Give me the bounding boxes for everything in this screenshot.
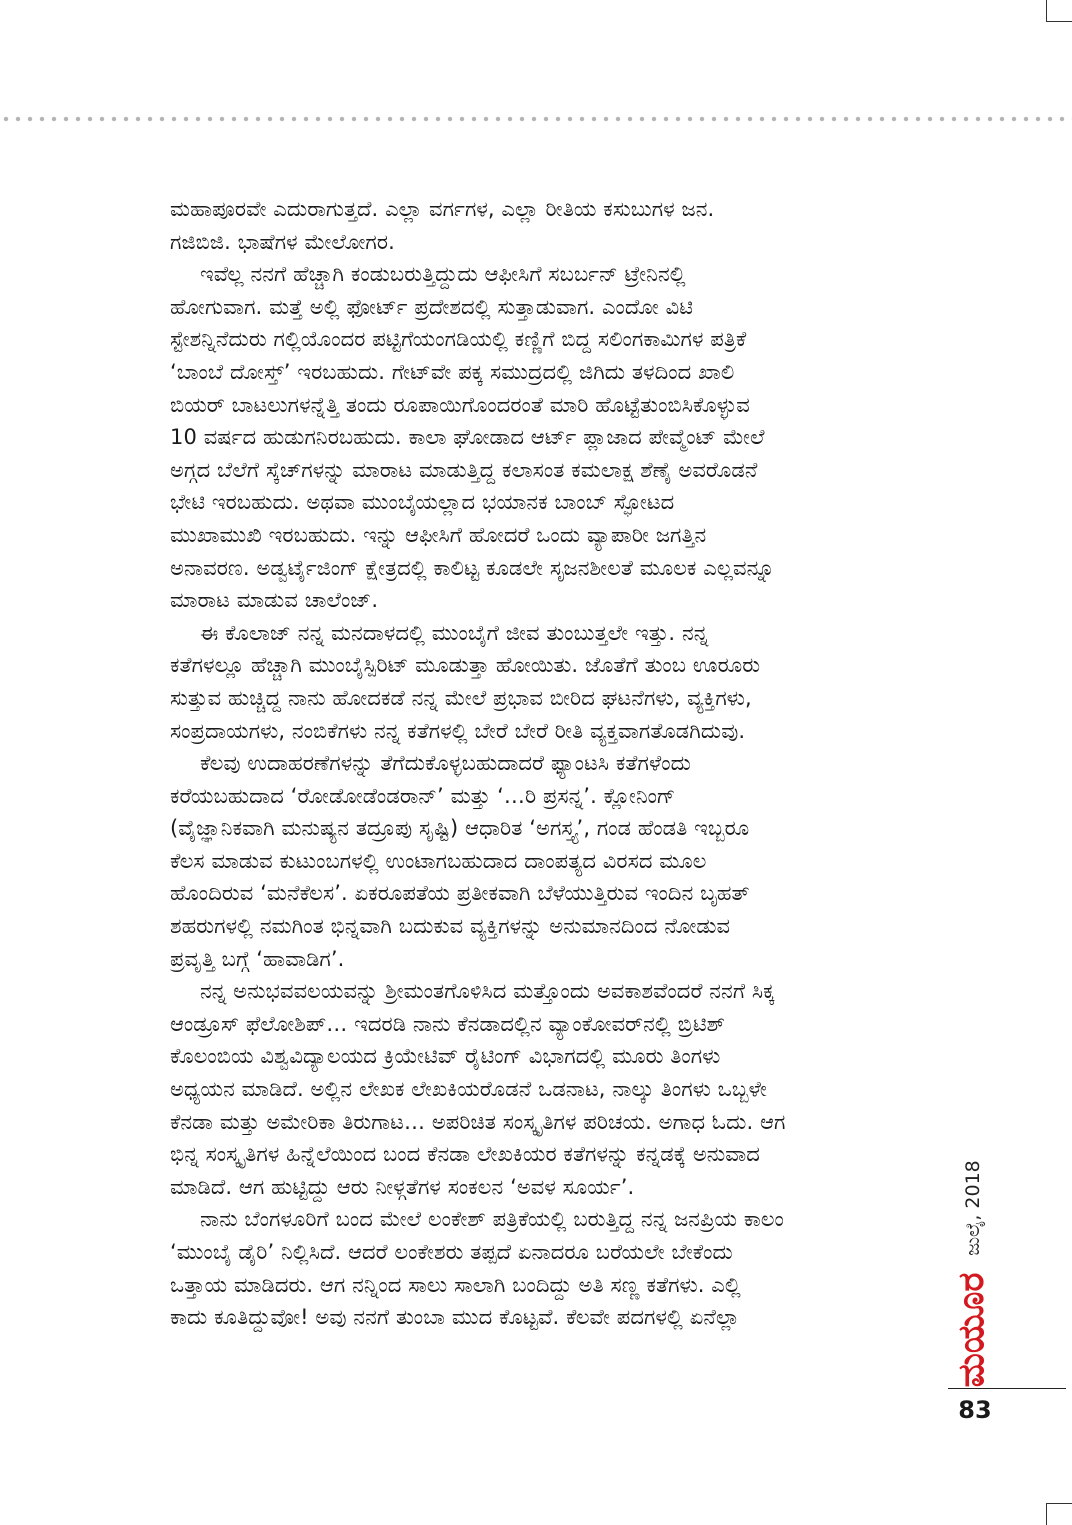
crop-mark-bottom-right-horizontal [1046, 1503, 1072, 1504]
article-line: ಮುಖಾಮುಖಿ ಇರಬಹುದು. ಇನ್ನು ಆಫೀಸಿಗೆ ಹೋದರೆ ಒಂದು ವ್ಯಾಪಾರೀ ಜಗತ್ತಿನ [170, 522, 707, 547]
crop-mark-top-right-horizontal [1046, 21, 1072, 22]
dotted-header-rule [0, 116, 1072, 122]
article-line: ಸಂಪ್ರದಾಯಗಳು, ನಂಬಿಕೆಗಳು ನನ್ನ ಕತೆಗಳಲ್ಲಿ ಬೇರೆ ಬೇರೆ ರೀತಿ ವ್ಯಕ್ತವಾಗತೊಡಗಿದುವು. [170, 718, 746, 743]
paragraph-start-line: ನನ್ನ ಅನುಭವವಲಯವನ್ನು ಶ್ರೀಮಂತಗೊಳಿಸಿದ ಮತ್ತೊಂದು ಅವಕಾಶವೆಂದರೆ ನನಗೆ ಸಿಕ್ಕ [200, 979, 775, 1004]
article-line: ಪ್ರವೃತ್ತಿ ಬಗ್ಗೆ ‘ಹಾವಾಡಿಗ’. [170, 946, 345, 971]
article-line: ಅಧ್ಯಯನ ಮಾಡಿದೆ. ಅಲ್ಲಿನ ಲೇಖಕ ಲೇಖಕಿಯರೊಡನೆ ಒಡನಾಟ, ನಾಲ್ಕು ತಿಂಗಳು ಒಬ್ಬಳೇ [170, 1077, 767, 1102]
article-line: ಹೊಂದಿರುವ ‘ಮನೆಕೆಲಸ’. ಏಕರೂಪತೆಯ ಪ್ರತೀಕವಾಗಿ ಬೆಳೆಯುತ್ತಿರುವ ಇಂದಿನ ಬೃಹತ್ [170, 881, 750, 906]
article-line: ಸ್ಟೇಶನ್ನಿನೆದುರು ಗಲ್ಲಿಯೊಂದರ ಪಟ್ಟಿಗೆಯಂಗಡಿಯಲ್ಲಿ ಕಣ್ಣಿಗೆ ಬಿದ್ದ ಸಲಿಂಗಕಾಮಿಗಳ ಪತ್ರಿಕೆ [170, 327, 747, 352]
article-line: ಅಗ್ಗದ ಬೆಲೆಗೆ ಸ್ಕೆಚ್‌ಗಳನ್ನು ಮಾರಾಟ ಮಾಡುತ್ತಿದ್ದ ಕಲಾಸಂತ ಕಮಲಾಕ್ಷ ಶೆಣೈ ಅವರೊಡನೆ [170, 457, 758, 482]
crop-mark-top-right-vertical [1046, 0, 1047, 22]
article-line: ಅನಾವರಣ. ಅಡ್ವರ್ಟೈಜಿಂಗ್ ಕ್ಷೇತ್ರದಲ್ಲಿ ಕಾಲಿಟ್ಟ ಕೂಡಲೇ ಸೃಜನಶೀಲತೆ ಮೂಲಕ ಎಲ್ಲವನ್ನೂ [170, 555, 775, 580]
article-line: ‘ಮುಂಬೈ ಡೈರಿ’ ನಿಲ್ಲಿಸಿದೆ. ಆದರೆ ಲಂಕೇಶರು ತಪ್ಪದೆ ಏನಾದರೂ ಬರೆಯಲೇ ಬೇಕೆಂದು [170, 1240, 733, 1264]
issue-date: ಜುಲೈ, 2018 [962, 1160, 984, 1256]
article-line: ಆಂಡ್ರೂಸ್ ಫೆಲೋಶಿಪ್… ಇದರಡಿ ನಾನು ಕೆನಡಾದಲ್ಲಿನ ವ್ಯಾಂಕೋವರ್‌ನಲ್ಲಿ ಬ್ರಿಟಿಶ್ [170, 1011, 726, 1036]
article-line: ಭಿನ್ನ ಸಂಸ್ಕೃತಿಗಳ ಹಿನ್ನೆಲೆಯಿಂದ ಬಂದ ಕೆನಡಾ ಲೇಖಕಿಯರ ಕತೆಗಳನ್ನು ಕನ್ನಡಕ್ಕೆ ಅನುವಾದ [170, 1142, 760, 1167]
article-line: ಕತೆಗಳಲ್ಲೂ ಹೆಚ್ಚಾಗಿ ಮುಂಬೈಸ್ಪಿರಿಟ್ ಮೂಡುತ್ತಾ ಹೋಯಿತು. ಜೊತೆಗೆ ತುಂಬ ಊರೂರು [170, 653, 761, 678]
paragraph-start-line: ಇವೆಲ್ಲ ನನಗೆ ಹೆಚ್ಚಾಗಿ ಕಂಡುಬರುತ್ತಿದ್ದುದು ಆಫೀಸಿಗೆ ಸಬರ್ಬನ್ ಟ್ರೇನಿನಲ್ಲಿ [200, 262, 686, 287]
article-line: (ವೈಜ್ಞಾನಿಕವಾಗಿ ಮನುಷ್ಯನ ತದ್ರೂಪು ಸೃಷ್ಟಿ) ಆಧಾರಿತ ‘ಅಗಸ್ತ್ಯ’, ಗಂಡ ಹೆಂಡತಿ ಇಬ್ಬರೂ [170, 816, 750, 841]
article-line: ‘ಬಾಂಬೆ ದೋಸ್ತ್’ ಇರಬಹುದು. ಗೇಟ್‌ವೇ ಪಕ್ಕ ಸಮುದ್ರದಲ್ಲಿ ಜಿಗಿದು ತಳದಿಂದ ಖಾಲಿ [170, 359, 735, 384]
article-line: ಹೋಗುವಾಗ. ಮತ್ತೆ ಅಲ್ಲಿ ಫೋರ್ಟ್ ಪ್ರದೇಶದಲ್ಲಿ ಸುತ್ತಾಡುವಾಗ. ಎಂದೋ ವಿಟಿ [170, 294, 694, 319]
article-line: ಶಹರುಗಳಲ್ಲಿ ನಮಗಿಂತ ಭಿನ್ನವಾಗಿ ಬದುಕುವ ವ್ಯಕ್ತಿಗಳನ್ನು ಅನುಮಾನದಿಂದ ನೋಡುವ [170, 914, 731, 939]
paragraph-start-line: ನಾನು ಬೆಂಗಳೂರಿಗೆ ಬಂದ ಮೇಲೆ ಲಂಕೇಶ್ ಪತ್ರಿಕೆಯಲ್ಲಿ ಬರುತ್ತಿದ್ದ ನನ್ನ ಜನಪ್ರಿಯ ಕಾಲಂ [200, 1207, 784, 1232]
crop-mark-bottom-right-vertical [1046, 1503, 1047, 1525]
article-line: ಒತ್ತಾಯ ಮಾಡಿದರು. ಆಗ ನನ್ನಿಂದ ಸಾಲು ಸಾಲಾಗಿ ಬಂದಿದ್ದು ಅತಿ ಸಣ್ಣ ಕತೆಗಳು. ಎಲ್ಲಿ [170, 1272, 741, 1297]
article-line: ಬಿಯರ್ ಬಾಟಲುಗಳನ್ನೆತ್ತಿ ತಂದು ರೂಪಾಯಿಗೊಂದರಂತೆ ಮಾರಿ ಹೊಟ್ಟೆತುಂಬಿಸಿಕೊಳ್ಳುವ [170, 392, 750, 417]
article-line: ಮಾರಾಟ ಮಾಡುವ ಚಾಲೆಂಜ್. [170, 588, 379, 613]
paragraph-start-line: ಈ ಕೊಲಾಜ್ ನನ್ನ ಮನದಾಳದಲ್ಲಿ ಮುಂಬೈಗೆ ಜೀವ ತುಂಬುತ್ತಲೇ ಇತ್ತು. ನನ್ನ [200, 620, 709, 645]
article-line: ಕರೆಯಬಹುದಾದ ‘ರೋಡೋಡೆಂಡರಾನ್’ ಮತ್ತು ‘…ರಿ ಪ್ರಸನ್ನ’. ಕ್ಲೋನಿಂಗ್ [170, 783, 676, 808]
article-line: ಸುತ್ತುವ ಹುಚ್ಚಿದ್ದ ನಾನು ಹೋದಕಡೆ ನನ್ನ ಮೇಲೆ ಪ್ರಭಾವ ಬೀರಿದ ಘಟನೆಗಳು, ವ್ಯಕ್ತಿಗಳು, [170, 685, 752, 710]
article-line: ಕೆಲಸ ಮಾಡುವ ಕುಟುಂಬಗಳಲ್ಲಿ ಉಂಟಾಗಬಹುದಾದ ದಾಂಪತ್ಯದ ವಿರಸದ ಮೂಲ [170, 848, 707, 873]
article-line: ಕಾದು ಕೂತಿದ್ದುವೋ! ಅವು ನನಗೆ ತುಂಬಾ ಮುದ ಕೊಟ್ಟವೆ. ಕೆಲವೇ ಪದಗಳಲ್ಲಿ ಏನೆಲ್ಲಾ [170, 1305, 740, 1330]
article-line: ಭೇಟಿ ಇರಬಹುದು. ಅಥವಾ ಮುಂಬೈಯಲ್ಲಾದ ಭಯಾನಕ ಬಾಂಬ್ ಸ್ಫೋಟದ [170, 490, 675, 515]
page-number: 83 [958, 1396, 992, 1424]
article-line: ಮಹಾಪೂರವೇ ಎದುರಾಗುತ್ತದೆ. ಎಲ್ಲಾ ವರ್ಗಗಳ, ಎಲ್ಲಾ ರೀತಿಯ ಕಸುಬುಗಳ ಜನ. [170, 197, 715, 221]
magazine-name: ಮಯೂರ [951, 1272, 992, 1388]
paragraph-start-line: ಕೆಲವು ಉದಾಹರಣೆಗಳನ್ನು ತೆಗೆದುಕೊಳ್ಳಬಹುದಾದರೆ ಫ್ಯಾಂಟಸಿ ಕತೆಗಳೆಂದು [200, 751, 691, 776]
article-body [170, 193, 930, 1334]
page-number-rule [948, 1388, 1066, 1389]
article-line: ಗಜಿಬಿಜಿ. ಭಾಷೆಗಳ ಮೇಲೋಗರ. [170, 229, 395, 254]
article-line: 10 ವರ್ಷದ ಹುಡುಗನಿರಬಹುದು. ಕಾಲಾ ಘೋಡಾದ ಆರ್ಟ್ ಪ್ಲಾಜಾದ ಪೇವ್ಮೆಂಟ್ ಮೇಲೆ [170, 425, 765, 450]
article-line: ಕೊಲಂಬಿಯ ವಿಶ್ವವಿದ್ಯಾಲಯದ ಕ್ರಿಯೇಟಿವ್ ರೈಟಿಂಗ್ ವಿಭಾಗದಲ್ಲಿ ಮೂರು ತಿಂಗಳು [170, 1044, 721, 1069]
article-line: ಮಾಡಿದೆ. ಆಗ ಹುಟ್ಟಿದ್ದು ಆರು ನೀಳ್ಗತೆಗಳ ಸಂಕಲನ ‘ಅವಳ ಸೂರ್ಯ’. [170, 1174, 635, 1199]
article-line: ಕೆನಡಾ ಮತ್ತು ಅಮೇರಿಕಾ ತಿರುಗಾಟ… ಅಪರಿಚಿತ ಸಂಸ್ಕೃತಿಗಳ ಪರಿಚಯ. ಅಗಾಧ ಓದು. ಆಗ [170, 1109, 786, 1134]
